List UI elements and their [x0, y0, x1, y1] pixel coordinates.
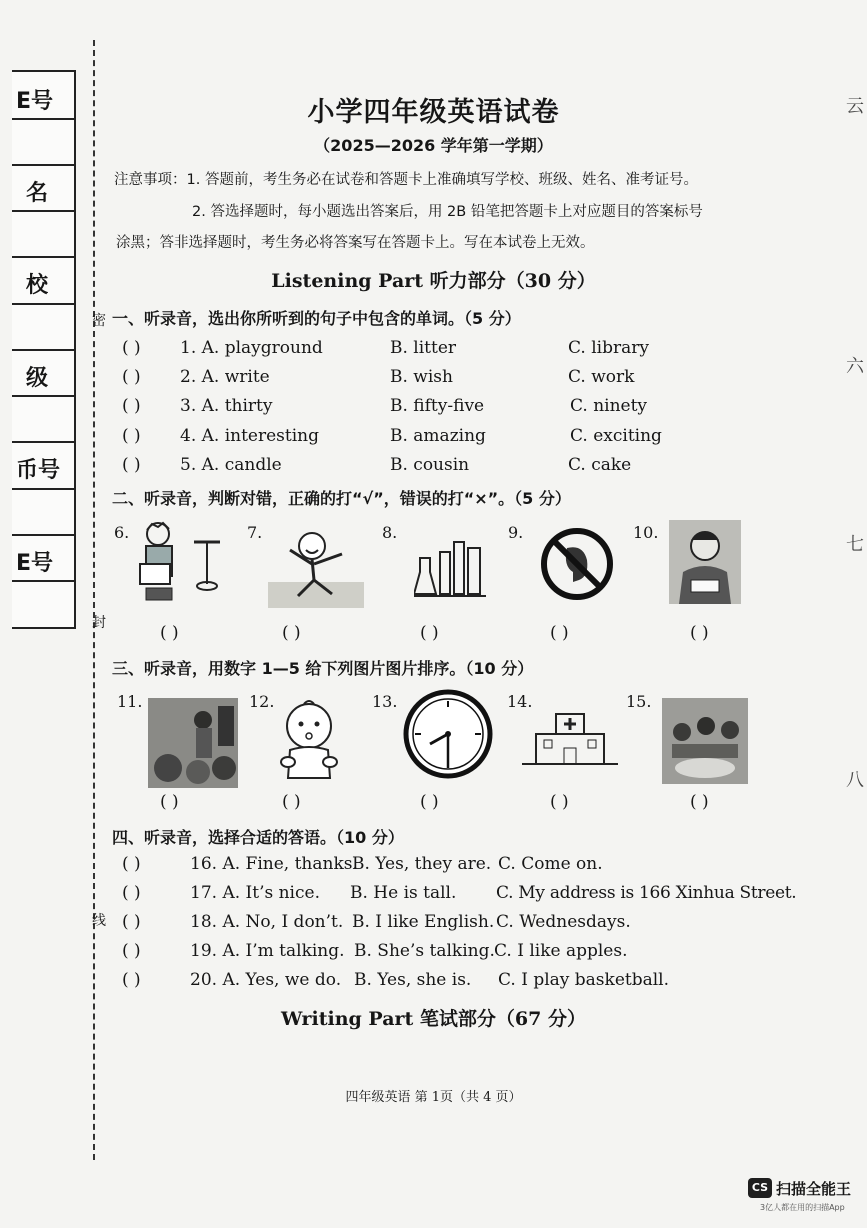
answer-blank[interactable]: ( ) [122, 854, 141, 874]
divider [12, 441, 74, 443]
scanner-app-name: 扫描全能王 [776, 1180, 852, 1198]
divider [12, 256, 74, 258]
answer-blank[interactable]: ( ) [420, 792, 439, 812]
answer-blank[interactable]: ( ) [122, 338, 141, 358]
page-footer: 四年级英语 第 1页（共 4 页） [345, 1090, 522, 1105]
divider [12, 210, 74, 212]
answer-blank[interactable]: ( ) [122, 970, 141, 990]
happy-boy-picture [268, 522, 364, 608]
option-b: B. Yes, they are. [352, 854, 492, 874]
writing-part-title: Writing Part 笔试部分（67 分） [281, 1008, 586, 1030]
school-label: 校 [26, 273, 49, 298]
divider [12, 164, 74, 166]
option-a: 18. A. No, I don’t. [190, 912, 344, 932]
option-c: C. I like apples. [494, 941, 628, 961]
reading-boy-picture [132, 518, 224, 606]
option-b: B. fifty-five [390, 396, 485, 416]
question-number: 8. [382, 523, 398, 542]
answer-blank[interactable]: ( ) [690, 623, 709, 643]
divider [12, 488, 74, 490]
name-label: 名 [26, 181, 49, 206]
binding-line [93, 40, 95, 1160]
option-c: C. Come on. [498, 854, 603, 874]
option-b: B. cousin [390, 455, 470, 475]
divider [12, 395, 74, 397]
question-number: 10. [633, 523, 659, 542]
page-subtitle: （2025—2026 学年第一学期） [314, 136, 553, 155]
edge-char: 七 [846, 534, 864, 555]
hospital-picture [522, 710, 618, 770]
clock-picture [402, 688, 494, 780]
option-c: C. ninety [570, 396, 648, 416]
seat-number-label: 币号 [16, 458, 61, 483]
question-number: 7. [247, 523, 263, 542]
answer-blank[interactable]: ( ) [282, 623, 301, 643]
option-a: 16. A. Fine, thanks. [190, 854, 358, 874]
section-2-heading: 二、听录音，判断对错，正确的打“√”，错误的打“×”。（5 分） [112, 489, 571, 508]
question-number: 11. [117, 692, 143, 711]
answer-blank[interactable]: ( ) [420, 623, 439, 643]
question-number: 6. [114, 523, 130, 542]
option-c: C. My address is 166 Xinhua Street. [496, 883, 797, 903]
answer-blank[interactable]: ( ) [160, 623, 179, 643]
option-a: 17. A. It’s nice. [190, 883, 320, 903]
answer-blank[interactable]: ( ) [122, 426, 141, 446]
question-number: 15. [626, 692, 652, 711]
option-b: B. He is tall. [350, 883, 457, 903]
question-number: 12. [249, 692, 275, 711]
question-number: 9. [508, 523, 524, 542]
divider [12, 580, 74, 582]
lab-equipment-picture [414, 538, 488, 600]
scanner-tagline: 3亿人都在用的扫描App [760, 1203, 845, 1212]
option-b: B. I like English. [352, 912, 495, 932]
section-4-heading: 四、听录音，选择合适的答语。（10 分） [112, 828, 404, 847]
garden-photo-picture [148, 698, 238, 788]
exam-number-label: E号 [16, 89, 54, 114]
divider [12, 303, 74, 305]
seal-char-feng: 封 [92, 615, 106, 631]
question-number: 13. [372, 692, 398, 711]
listening-part-title: Listening Part 听力部分（30 分） [271, 270, 596, 292]
baby-picture [274, 698, 344, 786]
option-a: 4. A. interesting [180, 426, 319, 446]
note-line-1: 注意事项：1. 答题前，考生务必在试卷和答题卡上准确填写学校、班级、姓名、准考证号。 [114, 172, 698, 188]
option-c: C. exciting [570, 426, 662, 446]
divider [12, 349, 74, 351]
answer-blank[interactable]: ( ) [122, 396, 141, 416]
family-dinner-picture [662, 698, 748, 784]
option-b: B. litter [390, 338, 457, 358]
divider [12, 534, 74, 536]
edge-char: 云 [846, 96, 864, 117]
answer-blank[interactable]: ( ) [122, 883, 141, 903]
section-1-heading: 一、听录音，选出你所听到的句子中包含的单词。（5 分） [112, 309, 521, 328]
option-a: 2. A. write [180, 367, 270, 387]
answer-blank[interactable]: ( ) [550, 623, 569, 643]
option-b: B. wish [390, 367, 453, 387]
id-number-label: E号 [16, 551, 54, 576]
option-a: 20. A. Yes, we do. [190, 970, 342, 990]
no-talking-sign-picture [539, 526, 615, 602]
option-a: 5. A. candle [180, 455, 282, 475]
answer-blank[interactable]: ( ) [550, 792, 569, 812]
option-c: C. I play basketball. [498, 970, 670, 990]
answer-blank[interactable]: ( ) [122, 941, 141, 961]
answer-blank[interactable]: ( ) [122, 912, 141, 932]
question-number: 14. [507, 692, 533, 711]
answer-blank[interactable]: ( ) [122, 367, 141, 387]
seal-char-xian: 线 [92, 913, 106, 929]
edge-char: 八 [846, 770, 864, 791]
option-a: 3. A. thirty [180, 396, 273, 416]
option-b: B. She’s talking. [354, 941, 495, 961]
option-c: C. cake [568, 455, 632, 475]
answer-blank[interactable]: ( ) [122, 455, 141, 475]
seal-char-mi: 密 [92, 313, 106, 329]
option-c: C. library [568, 338, 649, 358]
option-c: C. Wednesdays. [496, 912, 631, 932]
option-a: 19. A. I’m talking. [190, 941, 345, 961]
option-b: B. amazing [390, 426, 486, 446]
option-b: B. Yes, she is. [354, 970, 472, 990]
class-label: 级 [26, 366, 49, 391]
man-with-cake-picture [669, 520, 741, 604]
edge-char: 六 [846, 356, 864, 377]
note-line-2: 2. 答选择题时，每小题选出答案后，用 2B 铅笔把答题卡上对应题目的答案标号 [192, 204, 703, 220]
page-title: 小学四年级英语试卷 [307, 97, 560, 128]
camscanner-logo-icon: CS [748, 1178, 772, 1198]
answer-blank[interactable]: ( ) [282, 792, 301, 812]
option-a: 1. A. playground [180, 338, 323, 358]
note-line-3: 涂黑；答非选择题时，考生务必将答案写在答题卡上。写在本试卷上无效。 [116, 235, 595, 251]
option-c: C. work [568, 367, 635, 387]
section-3-heading: 三、听录音，用数字 1—5 给下列图片图片排序。（10 分） [112, 659, 534, 678]
answer-blank[interactable]: ( ) [690, 792, 709, 812]
answer-blank[interactable]: ( ) [160, 792, 179, 812]
